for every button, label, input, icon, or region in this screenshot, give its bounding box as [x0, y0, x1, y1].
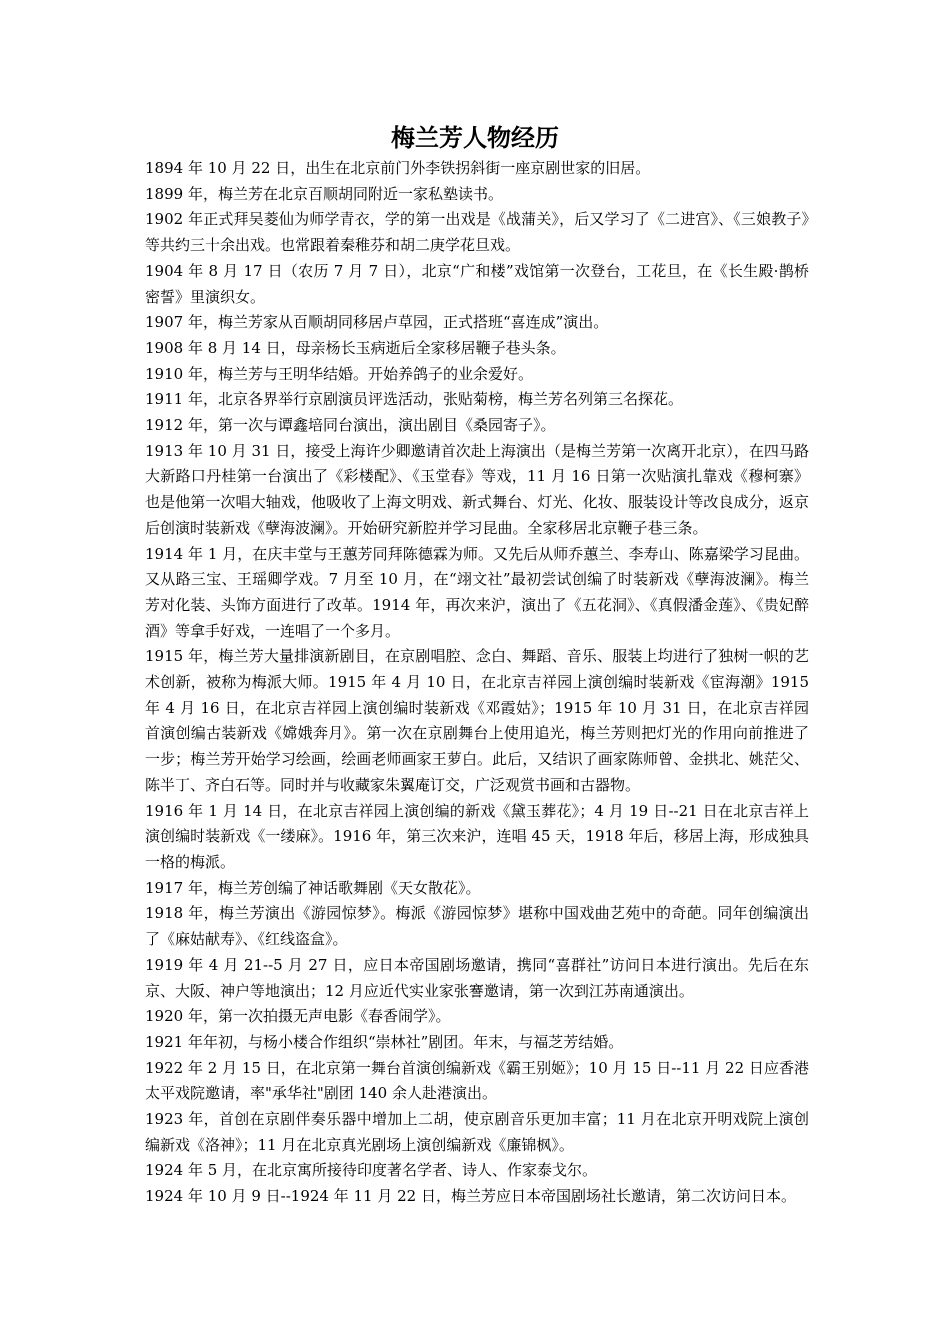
paragraph: 1902 年正式拜吴菱仙为师学青衣，学的第一出戏是《战蒲关》，后又学习了《二进宫》、《三娘教子》等共约三十余出戏。也常跟着秦稚芬和胡二庚学花旦戏。	[145, 210, 809, 255]
paragraph: 1899 年，梅兰芳在北京百顺胡同附近一家私塾读书。	[145, 184, 503, 203]
paragraph: 1914 年 1 月，在庆丰堂与王蕙芳同拜陈德霖为师。又先后从师乔蕙兰、李寿山、陈嘉梁学习昆曲。又从路三宝、王瑶卿学戏。7 月至 10 月，在“翊文社”最初尝试创编了时装新戏《孽海波澜》。梅兰芳对化装、头饰方面进行了改革。1914 年，再次来沪，演出了《五花洞》、《真假潘金莲》、《贵妃醉酒》等拿手好戏，一连唱了一个多月。	[145, 544, 809, 640]
paragraph: 1915 年，梅兰芳大量排演新剧目，在京剧唱腔、念白、舞蹈、音乐、服装上均进行了独树一帜的艺术创新，被称为梅派大师。1915 年 4 月 10 日，在北京吉祥园上演创编时装新戏《宦海潮》1915 年 4 月 16 日，在北京吉祥园上演创编时装新戏《邓霞姑》；1915 年 10 月 31 日，在北京吉祥园首演创编古装新戏《嫦娥奔月》。第一次在京剧舞台上使用追光，梅兰芳则把灯光的作用向前推进了一步；梅兰芳开始学习绘画，绘画老师画家王萝白。此后，又结识了画家陈师曾、金拱北、姚茫父、陈半丁、齐白石等。同时并与收藏家朱翼庵订交，广泛观赏书画和古器物。	[145, 647, 809, 794]
paragraph: 1911 年，北京各界举行京剧演员评选活动，张贴菊榜，梅兰芳名列第三名探花。	[145, 390, 683, 409]
paragraph: 1916 年 1 月 14 日，在北京吉祥园上演创编的新戏《黛玉葬花》；4 月 19 日--21 日在北京吉祥上演创编时装新戏《一缕麻》。1916 年，第三次来沪，连唱 45 天，1918 年后，移居上海，形成独具一格的梅派。	[145, 801, 809, 871]
paragraph: 1923 年，首创在京剧伴奏乐器中增加上二胡，使京剧音乐更加丰富；11 月在北京开明戏院上演创编新戏《洛神》；11 月在北京真光剧场上演创编新戏《廉锦枫》。	[145, 1110, 809, 1154]
paragraph: 1894 年 10 月 22 日，出生在北京前门外李铁拐斜街一座京剧世家的旧居。	[145, 159, 651, 177]
paragraph: 1908 年 8 月 14 日，母亲杨长玉病逝后全家移居鞭子巷头条。	[145, 338, 566, 357]
paragraph: 1917 年，梅兰芳创编了神话歌舞剧《天女散花》。	[145, 878, 481, 897]
paragraph: 1919 年 4 月 21--5 月 27 日，应日本帝国剧场邀请，携同“喜群社”访问日本进行演出。先后在东京、大阪、神户等地演出；12 月应近代实业家张謇邀请，第一次到江苏南通演出。	[145, 955, 809, 1000]
paragraph: 1904 年 8 月 17 日（农历 7 月 7 日），北京“广和楼”戏馆第一次登台，工花旦，在《长生殿·鹊桥密誓》里演织女。	[145, 261, 809, 306]
paragraph: 1913 年 10 月 31 日，接受上海许少卿邀请首次赴上海演出（是梅兰芳第一次离开北京），在四马路大新路口丹桂第一台演出了《彩楼配》、《玉堂春》等戏，11 月 16 日第一次贴演扎靠戏《穆柯寨》也是他第一次唱大轴戏，他吸收了上海文明戏、新式舞台、灯光、化妆、服装设计等改良成分，返京后创演时装新戏《孽海波澜》。开始研究新腔并学习昆曲。全家移居北京鞭子巷三条。	[145, 441, 809, 537]
page-title: 梅兰芳人物经历	[391, 124, 559, 152]
paragraph: 1920 年，第一次拍摄无声电影《春香闹学》。	[145, 1007, 451, 1026]
paragraph: 1924 年 5 月，在北京寓所接待印度著名学者、诗人、作家泰戈尔。	[145, 1161, 598, 1180]
paragraph: 1921 年年初，与杨小楼合作组织“崇林社”剧团。年末，与福芝芳结婚。	[145, 1032, 624, 1051]
paragraph: 1912 年，第一次与谭鑫培同台演出，演出剧目《桑园寄子》。	[145, 416, 556, 435]
paragraph: 1924 年 10 月 9 日--1924 年 11 月 22 日，梅兰芳应日本帝国剧场社长邀请，第二次访问日本。	[145, 1187, 796, 1206]
paragraph: 1910 年，梅兰芳与王明华结婚。开始养鸽子的业余爱好。	[145, 364, 533, 383]
paragraph: 1922 年 2 月 15 日，在北京第一舞台首演创编新戏《霸王别姬》；10 月 15 日--11 月 22 日应香港太平戏院邀请，率"承华社"剧团 140 余人赴港演出。	[145, 1058, 809, 1103]
body-text	[145, 156, 809, 1210]
paragraph: 1907 年，梅兰芳家从百顺胡同移居卢草园，正式搭班“喜连成”演出。	[145, 313, 609, 332]
paragraph: 1918 年，梅兰芳演出《游园惊梦》。梅派《游园惊梦》堪称中国戏曲艺苑中的奇葩。同年创编演出了《麻姑献寿》、《红线盗盒》。	[145, 904, 809, 949]
